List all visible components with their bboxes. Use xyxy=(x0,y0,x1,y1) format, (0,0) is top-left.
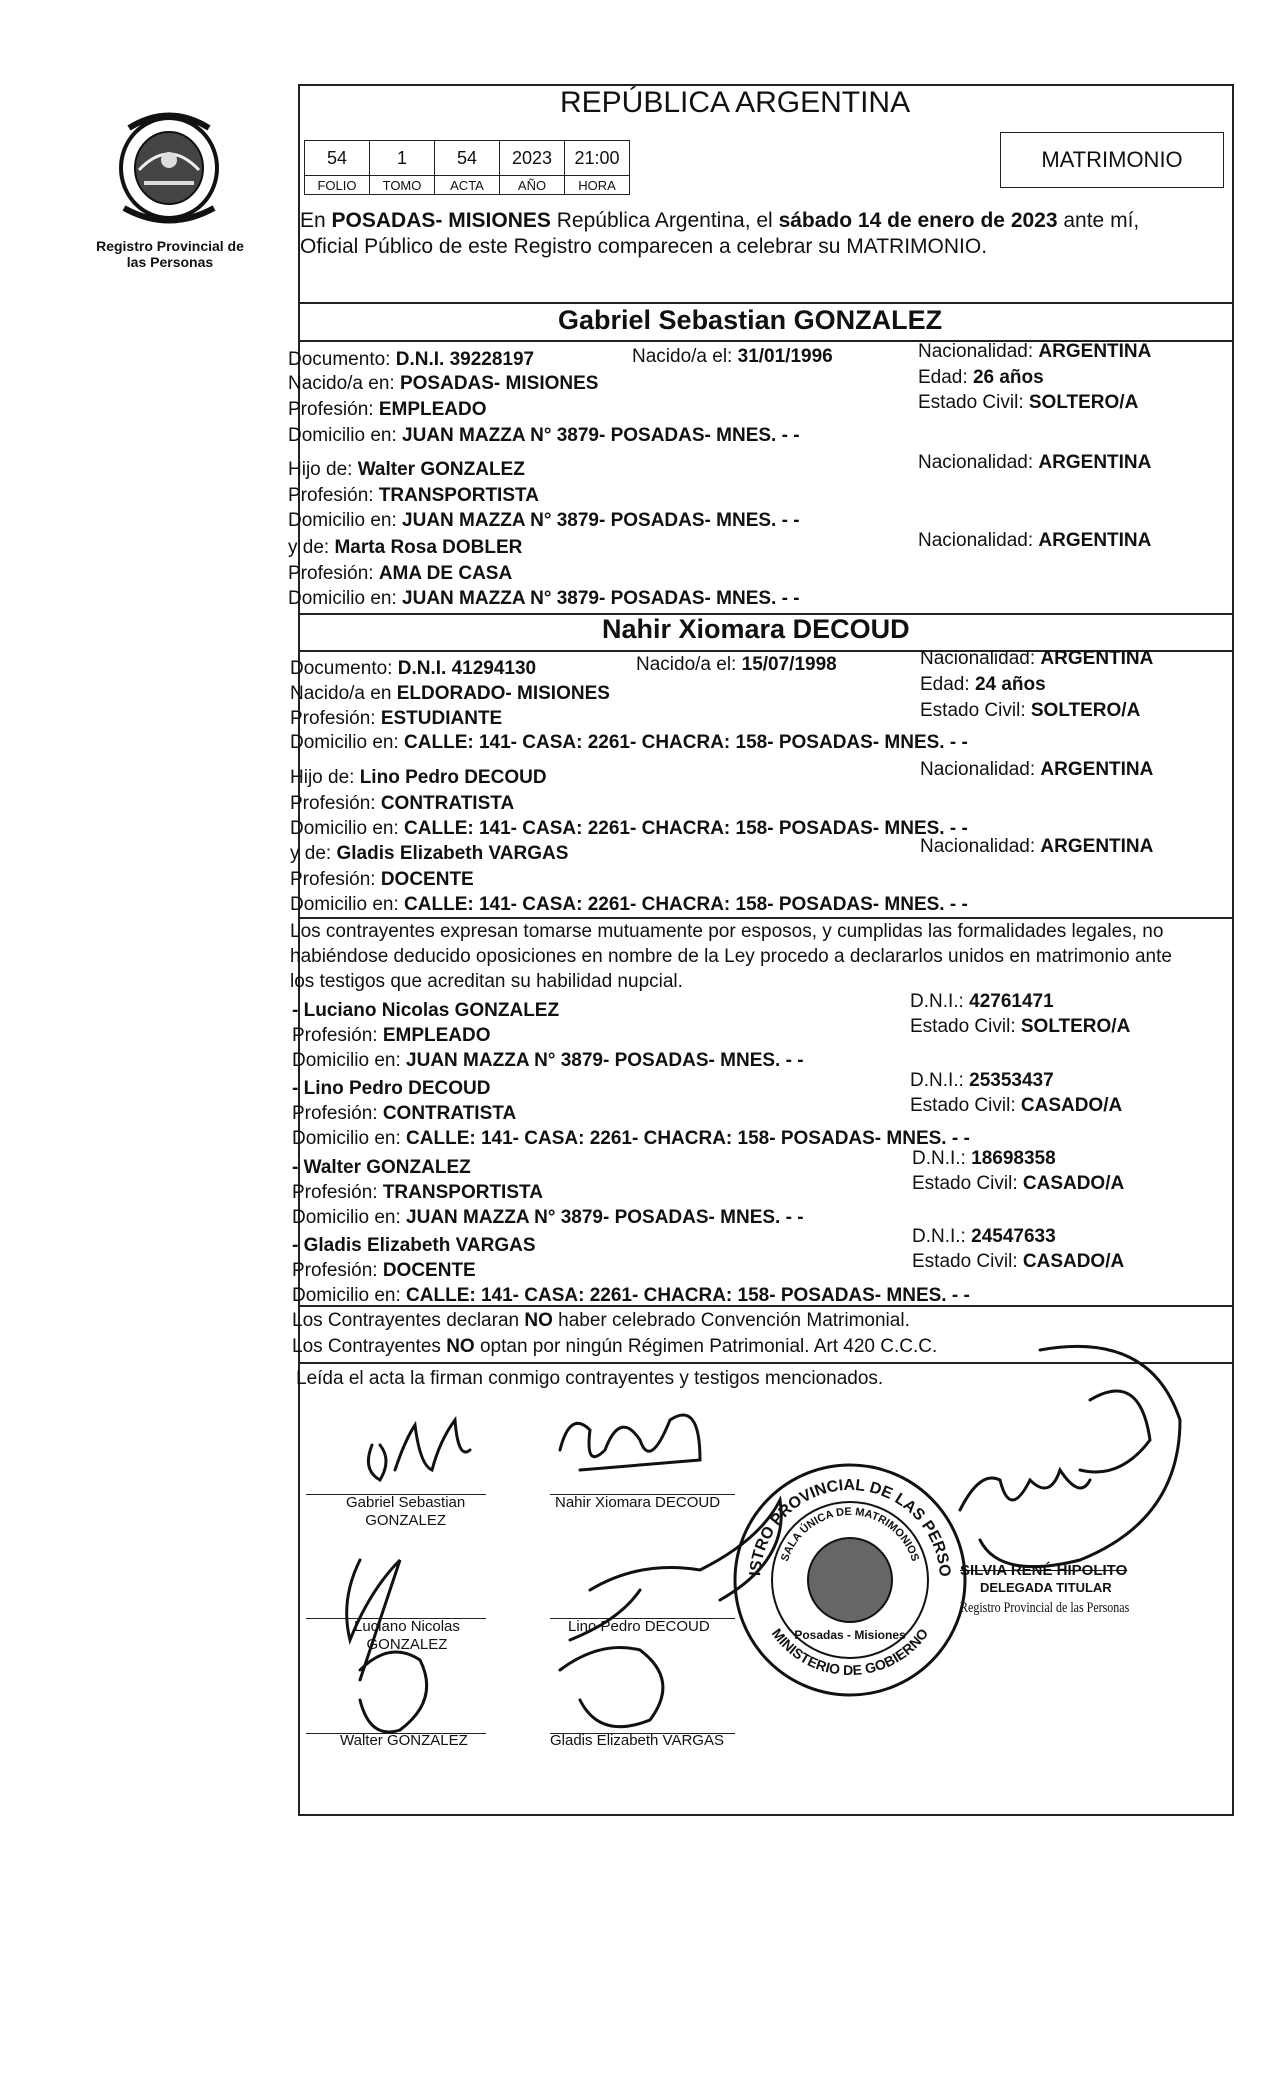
country-title: REPÚBLICA ARGENTINA xyxy=(560,86,911,119)
witness-3-dni: D.N.I.: 18698358 xyxy=(912,1148,1056,1169)
closing-statement: Leída el acta la firman conmigo contrayentes y testigos mencionados. xyxy=(296,1368,884,1389)
spouse1-father-name: Hijo de: Walter GONZALEZ xyxy=(288,459,525,480)
signature-label-1: Gabriel Sebastian GONZALEZ xyxy=(346,1494,466,1529)
witness-3-domicilio: Domicilio en: JUAN MAZZA N° 3879- POSADAS- MNES. - - xyxy=(292,1207,804,1228)
folio-value: 54 xyxy=(305,141,370,176)
hora-label: HORA xyxy=(565,176,630,195)
spouse2-documento: Documento: D.N.I. 41294130 xyxy=(290,658,537,679)
spouse1-estado-civil: Estado Civil: SOLTERO/A xyxy=(918,392,1139,413)
signature-label-3: Luciano Nicolas GONZALEZ xyxy=(354,1618,460,1653)
witness-4-estado-civil: Estado Civil: CASADO/A xyxy=(912,1251,1125,1272)
officer-role: DELEGADA TITULAR xyxy=(980,1580,1112,1595)
spouse2-nacido-en: Nacido/a en ELDORADO- MISIONES xyxy=(290,683,610,704)
declaration-line-2: habiéndose deducido oposiciones en nombre de la Ley procedo a declararlos unidos en matrimonio ante xyxy=(290,946,1172,967)
spouse2-mother-profesion: Profesión: DOCENTE xyxy=(290,869,474,890)
spouse2-estado-civil: Estado Civil: SOLTERO/A xyxy=(920,700,1141,721)
witness-4-dni: D.N.I.: 24547633 xyxy=(912,1226,1056,1247)
spouse2-name: Nahir Xiomara DECOUD xyxy=(602,614,910,644)
witness-2-name: - Lino Pedro DECOUD xyxy=(292,1078,491,1099)
spouse2-mother-name: y de: Gladis Elizabeth VARGAS xyxy=(290,843,569,864)
witness-2-profesion: Profesión: CONTRATISTA xyxy=(292,1103,517,1124)
intro-line-2: Oficial Público de este Registro comparecen a celebrar su MATRIMONIO. xyxy=(300,235,988,258)
witness-1-name: - Luciano Nicolas GONZALEZ xyxy=(292,1000,560,1021)
convention-statement: Los Contrayentes declaran NO haber celebrado Convención Matrimonial. xyxy=(292,1310,910,1331)
signature-label-2: Nahir Xiomara DECOUD xyxy=(555,1494,721,1511)
hora-value: 21:00 xyxy=(565,141,630,176)
regime-statement: Los Contrayentes NO optan por ningún Régimen Patrimonial. Art 420 C.C.C. xyxy=(292,1336,938,1357)
witness-4-profesion: Profesión: DOCENTE xyxy=(292,1260,476,1281)
witness-4-domicilio: Domicilio en: CALLE: 141- CASA: 2261- CHACRA: 158- POSADAS- MNES. - - xyxy=(292,1285,970,1306)
signature-label-4: Lino Pedro DECOUD xyxy=(568,1618,710,1635)
signature-label-5: Walter GONZALEZ xyxy=(340,1732,468,1749)
spouse1-domicilio: Domicilio en: JUAN MAZZA N° 3879- POSADAS- MNES. - - xyxy=(288,425,800,446)
witness-1-domicilio: Domicilio en: JUAN MAZZA N° 3879- POSADAS- MNES. - - xyxy=(292,1050,804,1071)
svg-text:SALA ÚNICA DE MATRIMONIOS: SALA ÚNICA DE MATRIMONIOS xyxy=(778,1505,922,1563)
witness-1-profesion: Profesión: EMPLEADO xyxy=(292,1025,491,1046)
anio-value: 2023 xyxy=(500,141,565,176)
anio-label: AÑO xyxy=(500,176,565,195)
witness-3-name: - Walter GONZALEZ xyxy=(292,1157,471,1178)
spouse2-profesion: Profesión: ESTUDIANTE xyxy=(290,708,503,729)
spouse2-father-profesion: Profesión: CONTRATISTA xyxy=(290,793,515,814)
spouse1-nacido-el: Nacido/a el: 31/01/1996 xyxy=(632,346,833,367)
tomo-value: 1 xyxy=(370,141,435,176)
spouse1-nacido-en: Nacido/a en: POSADAS- MISIONES xyxy=(288,373,599,394)
spouse1-name: Gabriel Sebastian GONZALEZ xyxy=(558,305,943,335)
spouse1-documento: Documento: D.N.I. 39228197 xyxy=(288,349,535,370)
declaration-line-1: Los contrayentes expresan tomarse mutuamente por esposos, y cumplidas las formalidades legales, no xyxy=(290,921,1164,942)
spouse1-mother-domicilio: Domicilio en: JUAN MAZZA N° 3879- POSADAS- MNES. - - xyxy=(288,588,800,609)
logo-caption: Registro Provincial de las Personas xyxy=(96,238,244,270)
spouse1-nacionalidad: Nacionalidad: ARGENTINA xyxy=(918,341,1152,362)
stamp-city: Posadas - Misiones xyxy=(794,1628,906,1642)
spouse2-edad: Edad: 24 años xyxy=(920,674,1046,695)
officer-name: SILVIA RENÉ HIPOLITO xyxy=(960,1562,1128,1579)
official-stamp xyxy=(730,1460,970,1700)
spouse2-nacido-el: Nacido/a el: 15/07/1998 xyxy=(636,654,837,675)
witness-2-estado-civil: Estado Civil: CASADO/A xyxy=(910,1095,1123,1116)
witness-4-name: - Gladis Elizabeth VARGAS xyxy=(292,1235,536,1256)
signature-label-6: Gladis Elizabeth VARGAS xyxy=(550,1732,724,1749)
stamp-icon xyxy=(730,1460,970,1700)
spouse1-mother-nacionalidad: Nacionalidad: ARGENTINA xyxy=(918,530,1152,551)
act-type-box: MATRIMONIO xyxy=(1000,132,1224,188)
spouse1-mother-profesion: Profesión: AMA DE CASA xyxy=(288,563,513,584)
spouse2-father-nacionalidad: Nacionalidad: ARGENTINA xyxy=(920,759,1154,780)
spouse1-profesion: Profesión: EMPLEADO xyxy=(288,399,487,420)
declaration-line-3: los testigos que acreditan su habilidad nupcial. xyxy=(290,971,683,992)
spouse1-father-nacionalidad: Nacionalidad: ARGENTINA xyxy=(918,452,1152,473)
spouse2-mother-domicilio: Domicilio en: CALLE: 141- CASA: 2261- CHACRA: 158- POSADAS- MNES. - - xyxy=(290,894,968,915)
intro-line-1: En POSADAS- MISIONES República Argentina, el sábado 14 de enero de 2023 ante mí, xyxy=(300,209,1140,232)
spouse2-domicilio: Domicilio en: CALLE: 141- CASA: 2261- CHACRA: 158- POSADAS- MNES. - - xyxy=(290,732,968,753)
witness-2-domicilio: Domicilio en: CALLE: 141- CASA: 2261- CHACRA: 158- POSADAS- MNES. - - xyxy=(292,1128,970,1149)
witness-2-dni: D.N.I.: 25353437 xyxy=(910,1070,1054,1091)
witness-1-dni: D.N.I.: 42761471 xyxy=(910,991,1054,1012)
witness-3-profesion: Profesión: TRANSPORTISTA xyxy=(292,1182,543,1203)
officer-org: Registro Provincial de las Personas xyxy=(960,1600,1130,1616)
spouse1-father-domicilio: Domicilio en: JUAN MAZZA N° 3879- POSADAS- MNES. - - xyxy=(288,510,800,531)
witness-3-estado-civil: Estado Civil: CASADO/A xyxy=(912,1173,1125,1194)
witness-1-estado-civil: Estado Civil: SOLTERO/A xyxy=(910,1016,1131,1037)
spouse1-father-profesion: Profesión: TRANSPORTISTA xyxy=(288,485,539,506)
spouse1-mother-name: y de: Marta Rosa DOBLER xyxy=(288,537,523,558)
spouse2-mother-nacionalidad: Nacionalidad: ARGENTINA xyxy=(920,836,1154,857)
spouse2-nacionalidad: Nacionalidad: ARGENTINA xyxy=(920,648,1154,669)
acta-label: ACTA xyxy=(435,176,500,195)
spouse2-father-name: Hijo de: Lino Pedro DECOUD xyxy=(290,767,547,788)
tomo-label: TOMO xyxy=(370,176,435,195)
svg-text:MINISTERIO DE GOBIERNO: MINISTERIO DE GOBIERNO xyxy=(768,1625,932,1679)
acta-value: 54 xyxy=(435,141,500,176)
spouse2-father-domicilio: Domicilio en: CALLE: 141- CASA: 2261- CHACRA: 158- POSADAS- MNES. - - xyxy=(290,818,968,839)
spouse1-edad: Edad: 26 años xyxy=(918,367,1044,388)
folio-label: FOLIO xyxy=(305,176,370,195)
svg-text:REGISTRO PROVINCIAL DE LAS PER: ISTRO PROVINCIAL DE LAS PERSO xyxy=(747,1476,954,1578)
